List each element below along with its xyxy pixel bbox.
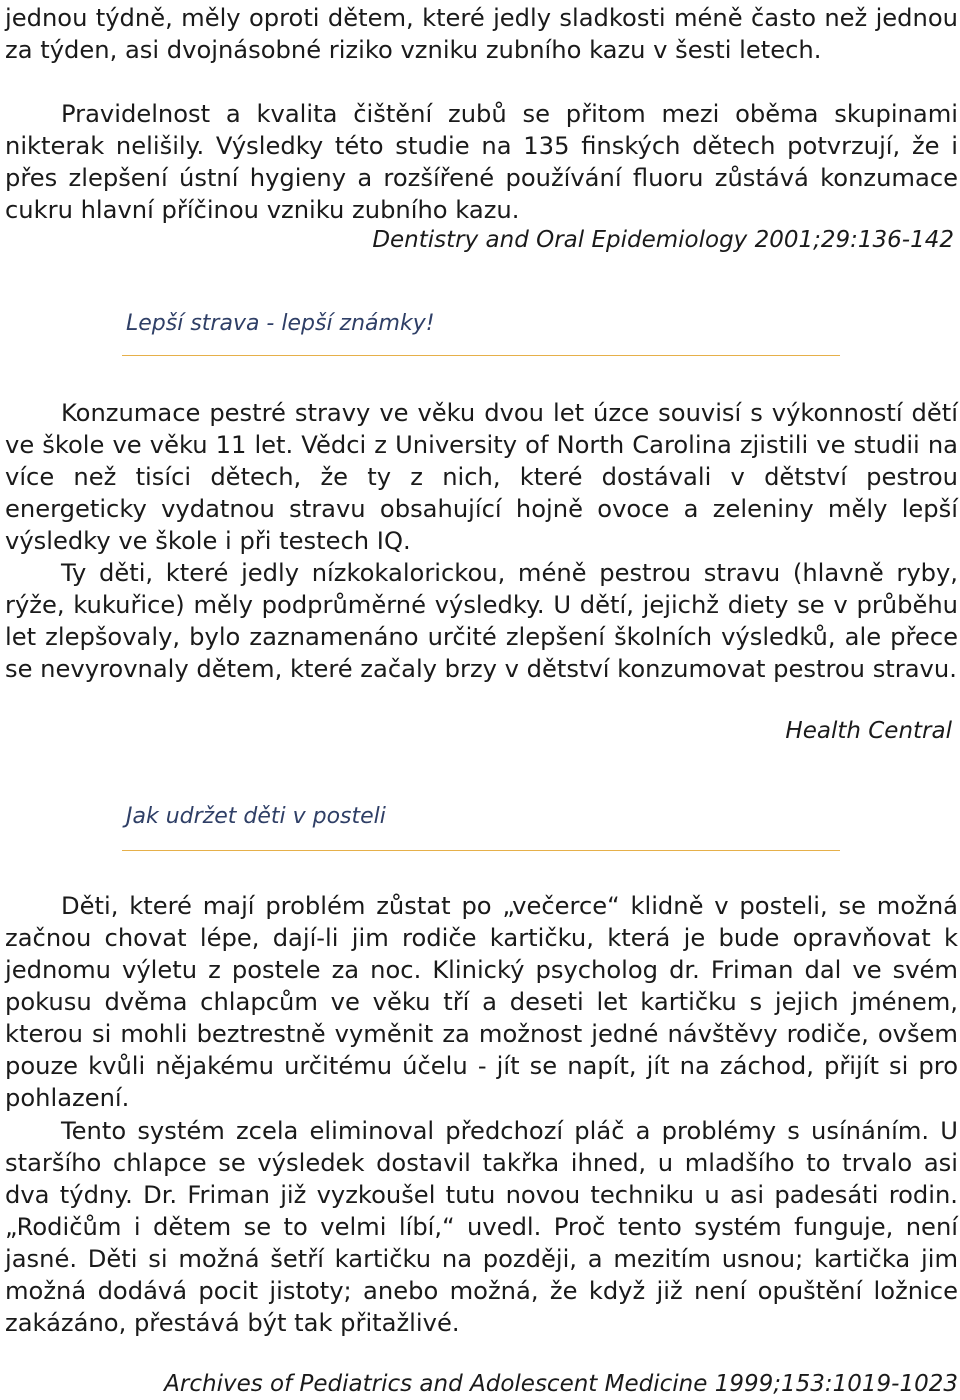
article-paragraph — [5, 890, 958, 1114]
section-heading: Jak udržet děti v posteli — [126, 804, 386, 829]
source-citation: Health Central — [785, 718, 952, 744]
section-heading: Lepší strava - lepší známky! — [126, 311, 435, 336]
article-paragraph — [5, 98, 958, 226]
heading-underline — [122, 355, 840, 356]
paragraph-text: Děti, které mají problém zůstat po „večerce“ klidně v posteli, se možná začnou chovat lépe, dají-li jim rodiče kartičku, která je bude opravňovat k jednomu výletu z postele za noc. Klinický psycholog dr. Friman dal ve svém pokusu dvěma chlapcům ve věku tří a deseti let kartičku s jejich jménem, kterou si mohli beztrestně vyměnit za možnost jedné návštěvy rodiče, ovšem pouze kvůli nějakému určitému účelu - jít se napít, jít na záchod, přijít si pro pohlazení. — [5, 892, 958, 1112]
article-paragraph — [5, 397, 958, 557]
paragraph-text: Konzumace pestré stravy ve věku dvou let úzce souvisí s výkonností dětí ve škole ve věku 11 let. Vědci z University of North Carolina zjistili ve studii na více než tisíci dětech, že ty z nich, které dostávali v dětství pestrou energeticky vydatnou stravu obsahující hojně ovoce a zeleniny měly lepší výsledky ve škole i při testech IQ. — [5, 399, 958, 555]
heading-underline — [122, 850, 840, 851]
paragraph-text: Tento systém zcela eliminoval předchozí pláč a problémy s usínáním. U staršího chlapce se výsledek dostavil takřka ihned, u mladšího to trvalo asi dva týdny. Dr. Friman již vyzkoušel tutu novou techniku u asi padesáti rodin. „Rodičům i dětem se to velmi líbí,“ uvedl. Proč tento systém funguje, není jasné. Děti si možná šetří kartičku na později, a mezitím usnou; kartička jim možná dodává pocit jistoty; anebo možná, že když již není opuštění ložnice zakázáno, přestává být tak přitažlivé. — [5, 1117, 958, 1337]
article-paragraph — [5, 2, 958, 66]
paragraph-text: Ty děti, které jedly nízkokalorickou, méně pestrou stravu (hlavně ryby, rýže, kukuřice) měly podprůměrné výsledky. U dětí, jejichž diety se v průběhu let zlepšovaly, bylo zaznamenáno určité zlepšení školních výsledků, ale přece se nevyrovnaly dětem, které začaly brzy v dětství konzumovat pestrou stravu. — [5, 559, 958, 683]
article-paragraph — [5, 1115, 958, 1339]
paragraph-text: jednou týdně, měly oproti dětem, které jedly sladkosti méně často než jednou za týden, asi dvojnásobné riziko vzniku zubního kazu v šesti letech. — [5, 4, 958, 64]
source-citation: Dentistry and Oral Epidemiology 2001;29:136-142 — [372, 227, 954, 253]
source-citation: Archives of Pediatrics and Adolescent Medicine 1999;153:1019-1023 — [164, 1371, 958, 1397]
article-paragraph — [5, 557, 958, 685]
paragraph-text: Pravidelnost a kvalita čištění zubů se přitom mezi oběma skupinami nikterak nelišily. Výsledky této studie na 135 finských dětech potvrzují, že i přes zlepšení ústní hygieny a rozšířené používání fluoru zůstává konzumace cukru hlavní příčinou vzniku zubního kazu. — [5, 100, 958, 224]
